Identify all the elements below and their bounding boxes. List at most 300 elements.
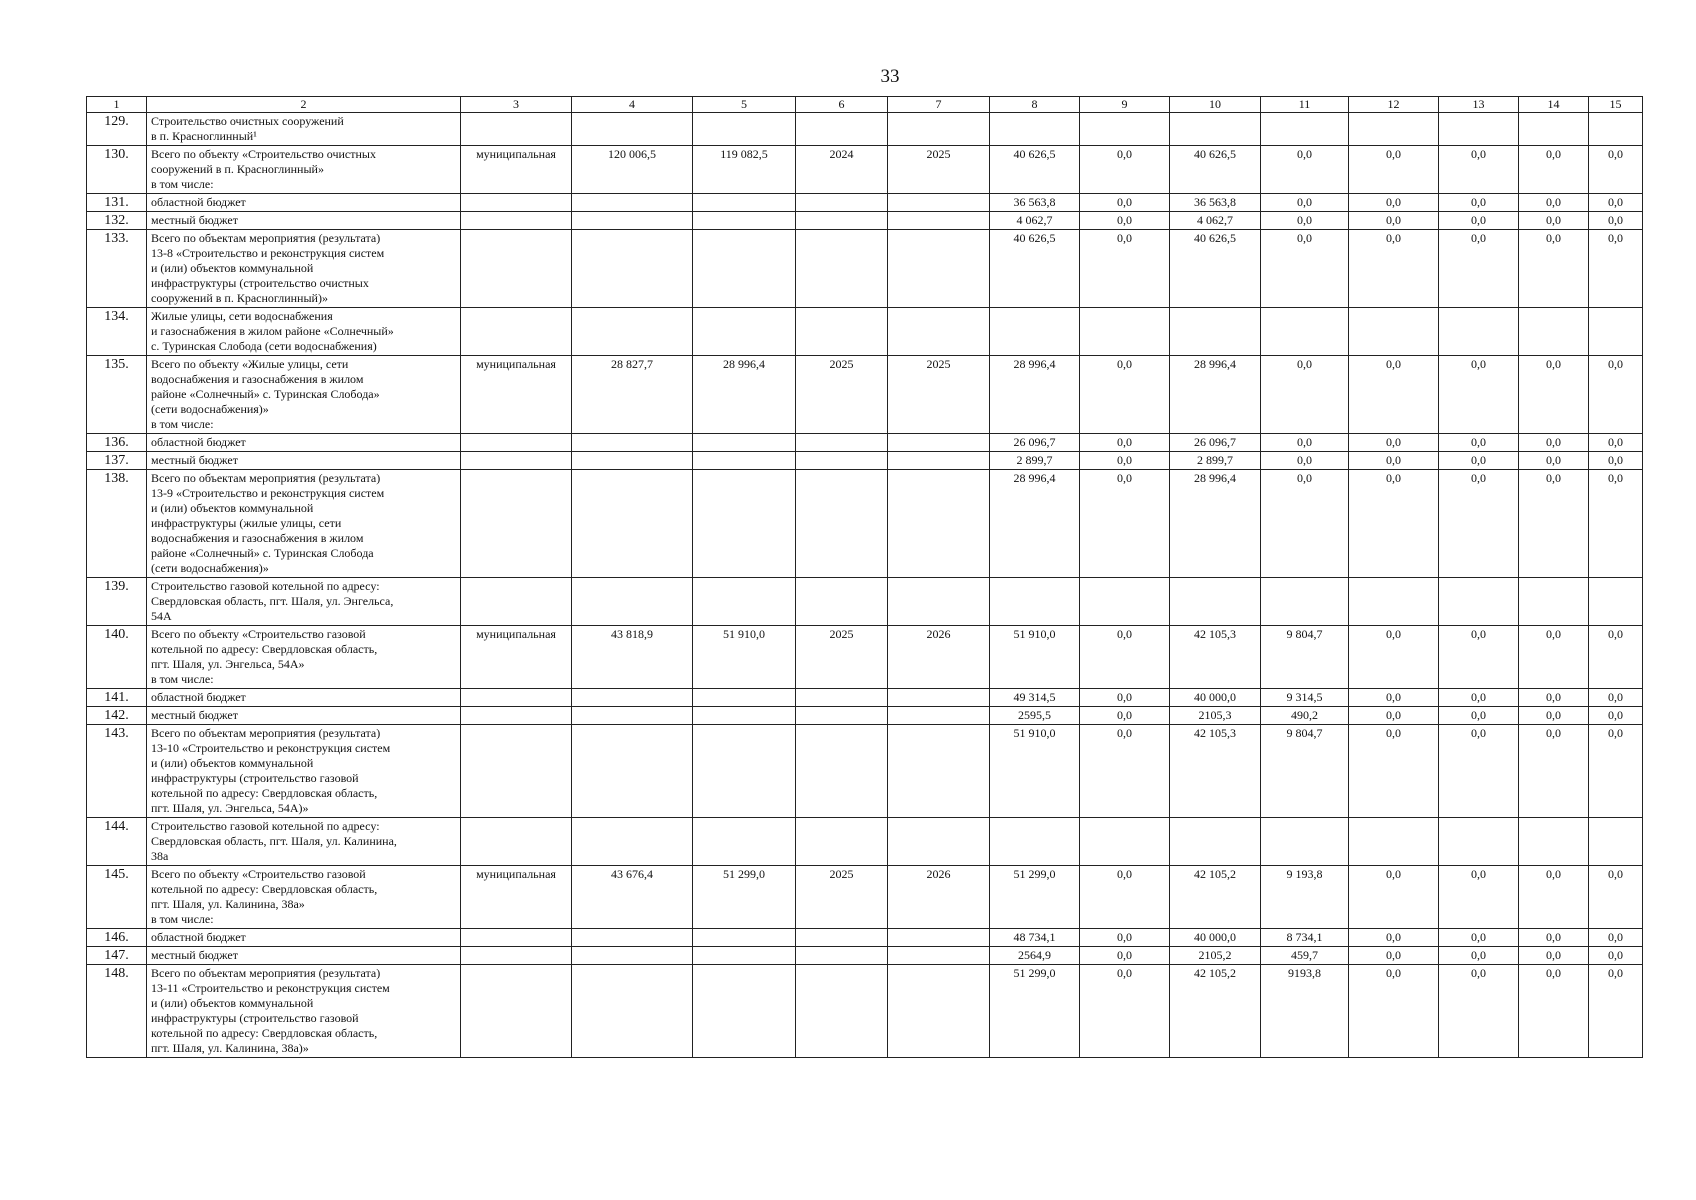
value-cell-col-9: 0,0: [1080, 689, 1170, 707]
value-cell-col-7: 2025: [888, 356, 990, 434]
value-cell-col-5: 28 996,4: [693, 356, 796, 434]
table-row: [87, 689, 1643, 707]
table-row: [87, 113, 1643, 146]
value-cell-col-4: [572, 113, 693, 146]
value-cell-col-8: 40 626,5: [990, 146, 1080, 194]
value-cell-col-3: [461, 947, 572, 965]
row-title-cell: местный бюджет: [147, 947, 461, 965]
value-cell-col-6: [796, 194, 888, 212]
value-cell-col-4: [572, 308, 693, 356]
value-cell-col-6: 2025: [796, 356, 888, 434]
value-cell-col-9: 0,0: [1080, 947, 1170, 965]
row-number-cell: 132.: [87, 212, 147, 230]
value-cell-col-11: 0,0: [1261, 194, 1349, 212]
row-title-cell: областной бюджет: [147, 929, 461, 947]
table-row: [87, 356, 1643, 434]
value-cell-col-5: [693, 470, 796, 578]
row-number-cell: 136.: [87, 434, 147, 452]
column-number-header: [87, 97, 1643, 113]
value-cell-col-10: 4 062,7: [1170, 212, 1261, 230]
value-cell-col-13: 0,0: [1439, 452, 1519, 470]
value-cell-col-11: 9193,8: [1261, 965, 1349, 1058]
value-cell-col-3: [461, 965, 572, 1058]
value-cell-col-8: [990, 308, 1080, 356]
value-cell-col-12: 0,0: [1349, 470, 1439, 578]
table-row: [87, 452, 1643, 470]
value-cell-col-11: 0,0: [1261, 230, 1349, 308]
value-cell-col-4: [572, 707, 693, 725]
value-cell-col-5: [693, 308, 796, 356]
column-header-2: 2: [147, 97, 461, 113]
value-cell-col-13: 0,0: [1439, 929, 1519, 947]
value-cell-col-10: 40 626,5: [1170, 146, 1261, 194]
value-cell-col-8: 36 563,8: [990, 194, 1080, 212]
value-cell-col-6: 2025: [796, 866, 888, 929]
value-cell-col-15: 0,0: [1589, 146, 1643, 194]
value-cell-col-12: [1349, 818, 1439, 866]
value-cell-col-13: 0,0: [1439, 230, 1519, 308]
row-number-cell: 146.: [87, 929, 147, 947]
value-cell-col-10: [1170, 113, 1261, 146]
value-cell-col-4: [572, 689, 693, 707]
value-cell-col-4: [572, 212, 693, 230]
row-title-cell: Всего по объектам мероприятия (результата) 13-9 «Строительство и реконструкция систем и (или) объектов коммунальной инфраструктуры (жилые улицы, сети водоснабжения и газоснабжения в жилом районе «Солнечный» с. Туринская Слобода (сети водоснабжения)»: [147, 470, 461, 578]
column-header-15: 15: [1589, 97, 1643, 113]
value-cell-col-9: 0,0: [1080, 434, 1170, 452]
value-cell-col-8: 28 996,4: [990, 356, 1080, 434]
value-cell-col-5: 51 910,0: [693, 626, 796, 689]
value-cell-col-7: [888, 965, 990, 1058]
value-cell-col-12: 0,0: [1349, 866, 1439, 929]
value-cell-col-6: [796, 578, 888, 626]
value-cell-col-7: 2025: [888, 146, 990, 194]
value-cell-col-12: 0,0: [1349, 434, 1439, 452]
value-cell-col-12: [1349, 578, 1439, 626]
value-cell-col-5: [693, 452, 796, 470]
budget-table: [86, 96, 1643, 1058]
value-cell-col-9: [1080, 308, 1170, 356]
value-cell-col-13: 0,0: [1439, 965, 1519, 1058]
value-cell-col-10: 40 000,0: [1170, 689, 1261, 707]
value-cell-col-6: [796, 470, 888, 578]
value-cell-col-10: 42 105,3: [1170, 725, 1261, 818]
row-title-cell: областной бюджет: [147, 689, 461, 707]
value-cell-col-3: [461, 194, 572, 212]
value-cell-col-11: 0,0: [1261, 146, 1349, 194]
table-row: [87, 965, 1643, 1058]
value-cell-col-14: [1519, 578, 1589, 626]
value-cell-col-15: 0,0: [1589, 452, 1643, 470]
value-cell-col-6: [796, 818, 888, 866]
row-number-cell: 138.: [87, 470, 147, 578]
value-cell-col-15: [1589, 113, 1643, 146]
value-cell-col-9: 0,0: [1080, 725, 1170, 818]
column-header-6: 6: [796, 97, 888, 113]
row-title-cell: Всего по объекту «Строительство очистных сооружений в п. Красноглинный» в том числе:: [147, 146, 461, 194]
table-row: [87, 626, 1643, 689]
value-cell-col-6: [796, 725, 888, 818]
column-header-7: 7: [888, 97, 990, 113]
value-cell-col-14: 0,0: [1519, 212, 1589, 230]
value-cell-col-11: [1261, 308, 1349, 356]
row-title-cell: Жилые улицы, сети водоснабжения и газоснабжения в жилом районе «Солнечный» с. Туринская Слобода (сети водоснабжения): [147, 308, 461, 356]
value-cell-col-11: 459,7: [1261, 947, 1349, 965]
value-cell-col-11: [1261, 578, 1349, 626]
value-cell-col-11: 0,0: [1261, 434, 1349, 452]
value-cell-col-3: [461, 212, 572, 230]
row-number-cell: 143.: [87, 725, 147, 818]
value-cell-col-15: 0,0: [1589, 866, 1643, 929]
value-cell-col-7: [888, 470, 990, 578]
value-cell-col-13: 0,0: [1439, 866, 1519, 929]
value-cell-col-7: [888, 452, 990, 470]
value-cell-col-13: [1439, 818, 1519, 866]
value-cell-col-7: [888, 113, 990, 146]
value-cell-col-3: [461, 308, 572, 356]
table-row: [87, 146, 1643, 194]
value-cell-col-15: [1589, 308, 1643, 356]
value-cell-col-11: 0,0: [1261, 356, 1349, 434]
value-cell-col-9: 0,0: [1080, 470, 1170, 578]
value-cell-col-11: [1261, 818, 1349, 866]
row-title-cell: Строительство газовой котельной по адресу: Свердловская область, пгт. Шаля, ул. Калинина, 38а: [147, 818, 461, 866]
value-cell-col-11: [1261, 113, 1349, 146]
row-number-cell: 134.: [87, 308, 147, 356]
value-cell-col-8: 40 626,5: [990, 230, 1080, 308]
value-cell-col-4: [572, 452, 693, 470]
value-cell-col-15: 0,0: [1589, 434, 1643, 452]
value-cell-col-13: 0,0: [1439, 470, 1519, 578]
value-cell-col-5: [693, 194, 796, 212]
value-cell-col-4: [572, 470, 693, 578]
value-cell-col-14: 0,0: [1519, 356, 1589, 434]
column-header-4: 4: [572, 97, 693, 113]
row-number-cell: 145.: [87, 866, 147, 929]
value-cell-col-11: 0,0: [1261, 452, 1349, 470]
value-cell-col-15: [1589, 578, 1643, 626]
value-cell-col-14: 0,0: [1519, 947, 1589, 965]
column-header-3: 3: [461, 97, 572, 113]
value-cell-col-8: 2595,5: [990, 707, 1080, 725]
value-cell-col-15: 0,0: [1589, 356, 1643, 434]
value-cell-col-15: 0,0: [1589, 212, 1643, 230]
value-cell-col-9: 0,0: [1080, 626, 1170, 689]
value-cell-col-12: 0,0: [1349, 230, 1439, 308]
value-cell-col-5: [693, 113, 796, 146]
table-row: [87, 578, 1643, 626]
value-cell-col-11: 490,2: [1261, 707, 1349, 725]
value-cell-col-14: 0,0: [1519, 866, 1589, 929]
value-cell-col-5: [693, 818, 796, 866]
value-cell-col-12: 0,0: [1349, 947, 1439, 965]
value-cell-col-8: 51 299,0: [990, 965, 1080, 1058]
value-cell-col-8: [990, 578, 1080, 626]
value-cell-col-9: 0,0: [1080, 452, 1170, 470]
value-cell-col-13: 0,0: [1439, 707, 1519, 725]
value-cell-col-10: 40 000,0: [1170, 929, 1261, 947]
value-cell-col-14: 0,0: [1519, 707, 1589, 725]
value-cell-col-13: 0,0: [1439, 434, 1519, 452]
value-cell-col-10: [1170, 308, 1261, 356]
value-cell-col-5: [693, 725, 796, 818]
value-cell-col-3: [461, 470, 572, 578]
value-cell-col-12: 0,0: [1349, 707, 1439, 725]
value-cell-col-5: [693, 578, 796, 626]
value-cell-col-13: 0,0: [1439, 947, 1519, 965]
value-cell-col-15: 0,0: [1589, 230, 1643, 308]
value-cell-col-4: 28 827,7: [572, 356, 693, 434]
table-row: [87, 212, 1643, 230]
value-cell-col-10: 28 996,4: [1170, 356, 1261, 434]
value-cell-col-6: 2025: [796, 626, 888, 689]
value-cell-col-12: 0,0: [1349, 965, 1439, 1058]
column-header-13: 13: [1439, 97, 1519, 113]
row-number-cell: 141.: [87, 689, 147, 707]
value-cell-col-11: 8 734,1: [1261, 929, 1349, 947]
value-cell-col-10: 2 899,7: [1170, 452, 1261, 470]
row-title-cell: местный бюджет: [147, 707, 461, 725]
value-cell-col-12: 0,0: [1349, 929, 1439, 947]
value-cell-col-3: [461, 452, 572, 470]
value-cell-col-9: [1080, 818, 1170, 866]
value-cell-col-6: 2024: [796, 146, 888, 194]
table-row: [87, 707, 1643, 725]
value-cell-col-12: 0,0: [1349, 626, 1439, 689]
value-cell-col-10: 36 563,8: [1170, 194, 1261, 212]
value-cell-col-13: [1439, 578, 1519, 626]
value-cell-col-5: [693, 947, 796, 965]
value-cell-col-3: [461, 434, 572, 452]
value-cell-col-3: [461, 929, 572, 947]
column-header-12: 12: [1349, 97, 1439, 113]
column-header-1: 1: [87, 97, 147, 113]
value-cell-col-9: 0,0: [1080, 707, 1170, 725]
value-cell-col-12: 0,0: [1349, 212, 1439, 230]
row-number-cell: 144.: [87, 818, 147, 866]
row-title-cell: Строительство очистных сооружений в п. Красноглинный¹: [147, 113, 461, 146]
value-cell-col-14: [1519, 113, 1589, 146]
column-header-10: 10: [1170, 97, 1261, 113]
value-cell-col-8: [990, 113, 1080, 146]
row-number-cell: 130.: [87, 146, 147, 194]
value-cell-col-9: 0,0: [1080, 929, 1170, 947]
value-cell-col-9: 0,0: [1080, 965, 1170, 1058]
value-cell-col-9: 0,0: [1080, 194, 1170, 212]
value-cell-col-8: 48 734,1: [990, 929, 1080, 947]
value-cell-col-14: 0,0: [1519, 626, 1589, 689]
value-cell-col-6: [796, 947, 888, 965]
value-cell-col-9: [1080, 113, 1170, 146]
value-cell-col-6: [796, 212, 888, 230]
value-cell-col-10: 2105,3: [1170, 707, 1261, 725]
value-cell-col-5: 119 082,5: [693, 146, 796, 194]
row-title-cell: Всего по объекту «Строительство газовой котельной по адресу: Свердловская область, пгт. Шаля, ул. Калинина, 38а» в том числе:: [147, 866, 461, 929]
row-title-cell: местный бюджет: [147, 452, 461, 470]
value-cell-col-10: 42 105,2: [1170, 965, 1261, 1058]
value-cell-col-9: 0,0: [1080, 356, 1170, 434]
value-cell-col-6: [796, 230, 888, 308]
row-title-cell: Всего по объектам мероприятия (результата) 13-10 «Строительство и реконструкция систем и (или) объектов коммунальной инфраструктуры (строительство газовой котельной по адресу: Свердловская область, пгт. Шаля, ул. Энгельса, 54А)»: [147, 725, 461, 818]
value-cell-col-6: [796, 929, 888, 947]
value-cell-col-7: [888, 929, 990, 947]
value-cell-col-14: 0,0: [1519, 146, 1589, 194]
value-cell-col-3: муниципальная: [461, 866, 572, 929]
value-cell-col-7: [888, 230, 990, 308]
budget-table-container: [86, 96, 1642, 1058]
value-cell-col-4: [572, 194, 693, 212]
row-title-cell: областной бюджет: [147, 434, 461, 452]
value-cell-col-8: 51 910,0: [990, 725, 1080, 818]
value-cell-col-15: 0,0: [1589, 470, 1643, 578]
row-title-cell: Всего по объекту «Строительство газовой котельной по адресу: Свердловская область, пгт. Шаля, ул. Энгельса, 54А» в том числе:: [147, 626, 461, 689]
value-cell-col-8: 4 062,7: [990, 212, 1080, 230]
value-cell-col-6: [796, 452, 888, 470]
row-title-cell: Всего по объектам мероприятия (результата) 13-8 «Строительство и реконструкция систем и (или) объектов коммунальной инфраструктуры (строительство очистных сооружений в п. Красноглинный)»: [147, 230, 461, 308]
value-cell-col-15: 0,0: [1589, 965, 1643, 1058]
value-cell-col-8: 51 299,0: [990, 866, 1080, 929]
value-cell-col-10: [1170, 578, 1261, 626]
value-cell-col-6: [796, 113, 888, 146]
row-number-cell: 137.: [87, 452, 147, 470]
value-cell-col-15: 0,0: [1589, 689, 1643, 707]
row-title-cell: областной бюджет: [147, 194, 461, 212]
value-cell-col-4: 43 676,4: [572, 866, 693, 929]
value-cell-col-12: 0,0: [1349, 194, 1439, 212]
value-cell-col-5: [693, 689, 796, 707]
value-cell-col-12: 0,0: [1349, 725, 1439, 818]
value-cell-col-3: [461, 707, 572, 725]
row-title-cell: Всего по объекту «Жилые улицы, сети водоснабжения и газоснабжения в жилом районе «Солнечный» с. Туринская Слобода» (сети водоснабжения)» в том числе:: [147, 356, 461, 434]
value-cell-col-7: 2026: [888, 866, 990, 929]
value-cell-col-6: [796, 308, 888, 356]
value-cell-col-8: [990, 818, 1080, 866]
value-cell-col-8: 2 899,7: [990, 452, 1080, 470]
value-cell-col-11: 9 804,7: [1261, 626, 1349, 689]
value-cell-col-14: 0,0: [1519, 725, 1589, 818]
value-cell-col-10: 28 996,4: [1170, 470, 1261, 578]
value-cell-col-7: [888, 434, 990, 452]
value-cell-col-14: [1519, 818, 1589, 866]
value-cell-col-3: [461, 578, 572, 626]
table-row: [87, 929, 1643, 947]
value-cell-col-9: 0,0: [1080, 230, 1170, 308]
value-cell-col-12: [1349, 308, 1439, 356]
value-cell-col-13: 0,0: [1439, 689, 1519, 707]
value-cell-col-5: [693, 707, 796, 725]
value-cell-col-13: 0,0: [1439, 212, 1519, 230]
value-cell-col-13: 0,0: [1439, 356, 1519, 434]
value-cell-col-10: 42 105,2: [1170, 866, 1261, 929]
value-cell-col-7: [888, 818, 990, 866]
value-cell-col-5: [693, 434, 796, 452]
value-cell-col-10: 2105,2: [1170, 947, 1261, 965]
value-cell-col-8: 28 996,4: [990, 470, 1080, 578]
value-cell-col-7: [888, 212, 990, 230]
value-cell-col-7: [888, 308, 990, 356]
row-number-cell: 139.: [87, 578, 147, 626]
value-cell-col-3: [461, 113, 572, 146]
value-cell-col-6: [796, 707, 888, 725]
value-cell-col-8: 2564,9: [990, 947, 1080, 965]
value-cell-col-4: [572, 578, 693, 626]
value-cell-col-13: 0,0: [1439, 626, 1519, 689]
value-cell-col-5: 51 299,0: [693, 866, 796, 929]
value-cell-col-4: [572, 725, 693, 818]
value-cell-col-3: [461, 230, 572, 308]
value-cell-col-14: 0,0: [1519, 230, 1589, 308]
value-cell-col-5: [693, 929, 796, 947]
table-row: [87, 230, 1643, 308]
column-header-11: 11: [1261, 97, 1349, 113]
row-title-cell: Всего по объектам мероприятия (результата) 13-11 «Строительство и реконструкция систем и (или) объектов коммунальной инфраструктуры (строительство газовой котельной по адресу: Свердловская область, пгт. Шаля, ул. Калинина, 38а)»: [147, 965, 461, 1058]
value-cell-col-13: [1439, 113, 1519, 146]
value-cell-col-13: 0,0: [1439, 146, 1519, 194]
value-cell-col-11: 0,0: [1261, 212, 1349, 230]
value-cell-col-14: 0,0: [1519, 929, 1589, 947]
value-cell-col-15: 0,0: [1589, 707, 1643, 725]
value-cell-col-7: [888, 689, 990, 707]
value-cell-col-8: 49 314,5: [990, 689, 1080, 707]
value-cell-col-6: [796, 689, 888, 707]
value-cell-col-11: 9 314,5: [1261, 689, 1349, 707]
value-cell-col-10: [1170, 818, 1261, 866]
value-cell-col-12: 0,0: [1349, 689, 1439, 707]
value-cell-col-3: [461, 725, 572, 818]
value-cell-col-14: 0,0: [1519, 434, 1589, 452]
value-cell-col-9: 0,0: [1080, 146, 1170, 194]
table-row: [87, 194, 1643, 212]
value-cell-col-13: [1439, 308, 1519, 356]
value-cell-col-4: [572, 947, 693, 965]
value-cell-col-7: 2026: [888, 626, 990, 689]
value-cell-col-3: [461, 818, 572, 866]
value-cell-col-8: 26 096,7: [990, 434, 1080, 452]
value-cell-col-15: 0,0: [1589, 194, 1643, 212]
value-cell-col-15: 0,0: [1589, 947, 1643, 965]
table-row: [87, 308, 1643, 356]
value-cell-col-3: муниципальная: [461, 626, 572, 689]
row-number-cell: 135.: [87, 356, 147, 434]
value-cell-col-14: 0,0: [1519, 470, 1589, 578]
value-cell-col-14: [1519, 308, 1589, 356]
row-number-cell: 147.: [87, 947, 147, 965]
column-header-8: 8: [990, 97, 1080, 113]
value-cell-col-15: 0,0: [1589, 725, 1643, 818]
value-cell-col-3: муниципальная: [461, 146, 572, 194]
value-cell-col-4: [572, 818, 693, 866]
value-cell-col-10: 42 105,3: [1170, 626, 1261, 689]
row-title-cell: Строительство газовой котельной по адресу: Свердловская область, пгт. Шаля, ул. Энгельса, 54А: [147, 578, 461, 626]
value-cell-col-7: [888, 725, 990, 818]
value-cell-col-4: 43 818,9: [572, 626, 693, 689]
value-cell-col-10: 26 096,7: [1170, 434, 1261, 452]
value-cell-col-4: [572, 929, 693, 947]
value-cell-col-5: [693, 230, 796, 308]
row-number-cell: 131.: [87, 194, 147, 212]
value-cell-col-5: [693, 965, 796, 1058]
value-cell-col-12: 0,0: [1349, 146, 1439, 194]
row-number-cell: 140.: [87, 626, 147, 689]
value-cell-col-7: [888, 194, 990, 212]
value-cell-col-13: 0,0: [1439, 194, 1519, 212]
value-cell-col-11: 9 804,7: [1261, 725, 1349, 818]
table-row: [87, 866, 1643, 929]
value-cell-col-14: 0,0: [1519, 689, 1589, 707]
value-cell-col-8: 51 910,0: [990, 626, 1080, 689]
value-cell-col-4: 120 006,5: [572, 146, 693, 194]
value-cell-col-12: [1349, 113, 1439, 146]
column-header-14: 14: [1519, 97, 1589, 113]
